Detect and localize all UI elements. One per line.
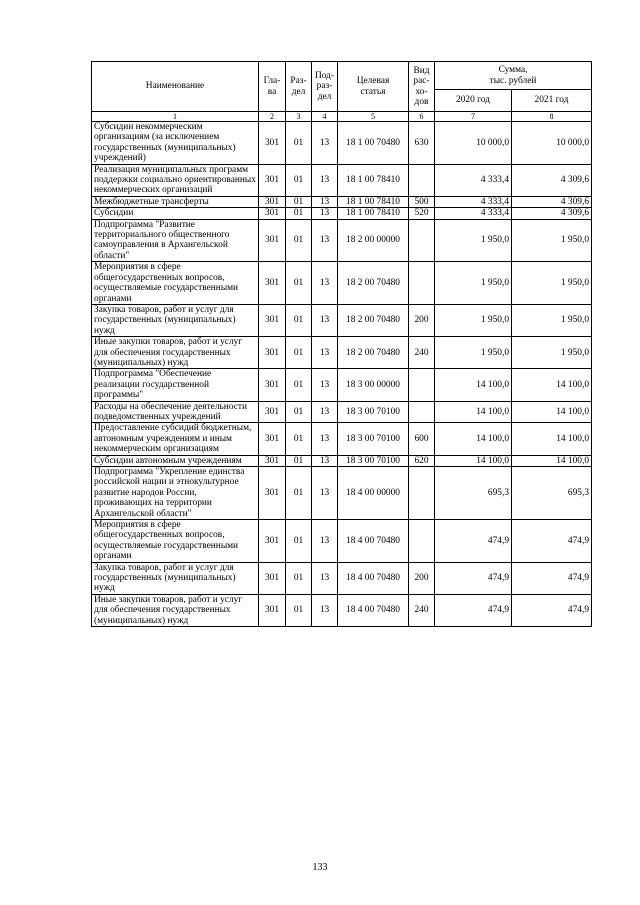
row-expense-type-cell xyxy=(409,520,435,563)
row-2021-cell: 1 950,0 xyxy=(512,304,592,336)
row-2020-cell: 1 950,0 xyxy=(435,304,512,336)
table-row xyxy=(92,164,592,196)
row-2020-cell: 4 333,4 xyxy=(435,196,512,207)
row-name-cell: Субсидии xyxy=(92,208,259,219)
row-subsection-cell: 13 xyxy=(312,467,338,520)
row-2020-cell: 474,9 xyxy=(435,562,512,594)
row-section-cell: 01 xyxy=(286,164,312,196)
row-name-cell: Мероприятия в сфере общегосударственных вопросов, осуществляемые государственными органами xyxy=(92,262,259,305)
row-2020-cell: 695,3 xyxy=(435,467,512,520)
row-section-cell: 01 xyxy=(286,467,312,520)
row-subsection-cell: 13 xyxy=(312,262,338,305)
row-2021-cell: 4 309,6 xyxy=(512,196,592,207)
row-2020-cell: 1 950,0 xyxy=(435,337,512,369)
row-2020-cell: 14 100,0 xyxy=(435,369,512,401)
row-chapter-cell: 301 xyxy=(259,594,286,626)
row-target-cell: 18 3 00 70100 xyxy=(338,423,409,455)
row-expense-type-cell xyxy=(409,467,435,520)
row-subsection-cell: 13 xyxy=(312,122,338,165)
row-target-cell: 18 4 00 70480 xyxy=(338,520,409,563)
header-expense-type-text: Вид рас- хо- дов xyxy=(413,65,430,107)
row-chapter-cell: 301 xyxy=(259,455,286,466)
row-target-cell: 18 1 00 78410 xyxy=(338,164,409,196)
row-chapter-cell: 301 xyxy=(259,196,286,207)
row-section-cell: 01 xyxy=(286,304,312,336)
row-subsection-cell: 13 xyxy=(312,196,338,207)
row-target-cell: 18 1 00 70480 xyxy=(338,122,409,165)
row-name-cell: Подпрограмма "Укрепление единства российской нации и этнокультурное развитие народов России, проживающих на территории Архангельской области" xyxy=(92,467,259,520)
row-target-cell: 18 2 00 70480 xyxy=(338,262,409,305)
row-name-cell: Субсидии автономным учреждениям xyxy=(92,455,259,466)
row-expense-type-cell xyxy=(409,164,435,196)
row-name-cell: Субсидии некоммерческим организациям (за исключением государственных (муниципальных) учреждений) xyxy=(92,122,259,165)
row-2020-cell: 1 950,0 xyxy=(435,219,512,262)
row-2021-cell: 695,3 xyxy=(512,467,592,520)
row-subsection-cell: 13 xyxy=(312,219,338,262)
row-target-cell: 18 2 00 70480 xyxy=(338,337,409,369)
table-row xyxy=(92,337,592,369)
row-chapter-cell: 301 xyxy=(259,467,286,520)
row-subsection-cell: 13 xyxy=(312,455,338,466)
column-number: 7 xyxy=(435,112,512,122)
table-row xyxy=(92,455,592,466)
row-2020-cell: 10 000,0 xyxy=(435,122,512,165)
row-expense-type-cell xyxy=(409,401,435,423)
table-row xyxy=(92,196,592,207)
row-section-cell: 01 xyxy=(286,219,312,262)
row-subsection-cell: 13 xyxy=(312,337,338,369)
header-chapter xyxy=(259,62,286,112)
row-2021-cell: 14 100,0 xyxy=(512,423,592,455)
header-sum xyxy=(435,62,592,90)
column-number: 3 xyxy=(286,112,312,122)
table-row xyxy=(92,423,592,455)
row-2021-cell: 4 309,6 xyxy=(512,208,592,219)
row-section-cell: 01 xyxy=(286,401,312,423)
row-expense-type-cell: 520 xyxy=(409,208,435,219)
row-section-cell: 01 xyxy=(286,122,312,165)
header-section xyxy=(286,62,312,112)
row-name-cell: Подпрограмма "Развитие территориального общественного самоуправления в Архангельской области" xyxy=(92,219,259,262)
row-expense-type-cell: 630 xyxy=(409,122,435,165)
row-name-cell: Реализация муниципальных программ поддержки социально ориентированных некоммерческих организаций xyxy=(92,164,259,196)
column-number: 6 xyxy=(409,112,435,122)
column-number: 4 xyxy=(312,112,338,122)
row-name-cell: Закупка товаров, работ и услуг для государственных (муниципальных) нужд xyxy=(92,562,259,594)
row-2021-cell: 14 100,0 xyxy=(512,401,592,423)
table-row xyxy=(92,562,592,594)
row-2020-cell: 1 950,0 xyxy=(435,262,512,305)
column-number-row xyxy=(92,112,592,122)
table-row xyxy=(92,219,592,262)
row-subsection-cell: 13 xyxy=(312,401,338,423)
column-number: 1 xyxy=(92,112,259,122)
row-subsection-cell: 13 xyxy=(312,369,338,401)
header-section-text: Раз- дел xyxy=(290,76,307,97)
header-subsection-text: Под- раз- дел xyxy=(314,70,335,102)
row-subsection-cell: 13 xyxy=(312,208,338,219)
row-section-cell: 01 xyxy=(286,594,312,626)
row-chapter-cell: 301 xyxy=(259,337,286,369)
row-target-cell: 18 2 00 70480 xyxy=(338,304,409,336)
budget-table xyxy=(91,61,592,627)
table-row xyxy=(92,262,592,305)
row-2021-cell: 474,9 xyxy=(512,594,592,626)
row-2020-cell: 474,9 xyxy=(435,594,512,626)
row-chapter-cell: 301 xyxy=(259,562,286,594)
row-section-cell: 01 xyxy=(286,455,312,466)
column-number: 2 xyxy=(259,112,286,122)
row-2021-cell: 14 100,0 xyxy=(512,455,592,466)
row-section-cell: 01 xyxy=(286,369,312,401)
row-chapter-cell: 301 xyxy=(259,262,286,305)
row-name-cell: Предоставление субсидий бюджетным, автономным учреждениям и иным некоммерческим организациям xyxy=(92,423,259,455)
row-2020-cell: 14 100,0 xyxy=(435,455,512,466)
row-expense-type-cell: 200 xyxy=(409,304,435,336)
row-chapter-cell: 301 xyxy=(259,164,286,196)
row-chapter-cell: 301 xyxy=(259,401,286,423)
row-chapter-cell: 301 xyxy=(259,122,286,165)
table-row xyxy=(92,467,592,520)
row-name-cell: Иные закупки товаров, работ и услуг для обеспечения государственных (муниципальных) нужд xyxy=(92,337,259,369)
page-number: 133 xyxy=(312,862,328,873)
row-section-cell: 01 xyxy=(286,337,312,369)
row-subsection-cell: 13 xyxy=(312,594,338,626)
row-2020-cell: 474,9 xyxy=(435,520,512,563)
row-subsection-cell: 13 xyxy=(312,164,338,196)
row-subsection-cell: 13 xyxy=(312,304,338,336)
table-row xyxy=(92,304,592,336)
row-section-cell: 01 xyxy=(286,562,312,594)
row-name-cell: Мероприятия в сфере общегосударственных вопросов, осуществляемые государственными органами xyxy=(92,520,259,563)
row-name-cell: Подпрограмма "Обеспечение реализации государственной программы" xyxy=(92,369,259,401)
row-target-cell: 18 2 00 00000 xyxy=(338,219,409,262)
table-row xyxy=(92,122,592,165)
row-section-cell: 01 xyxy=(286,208,312,219)
row-name-cell: Межбюджетные трансферты xyxy=(92,196,259,207)
row-2020-cell: 14 100,0 xyxy=(435,401,512,423)
header-year-2021: 2021 год xyxy=(512,90,592,112)
row-target-cell: 18 4 00 00000 xyxy=(338,467,409,520)
row-chapter-cell: 301 xyxy=(259,520,286,563)
table-row xyxy=(92,594,592,626)
row-expense-type-cell: 200 xyxy=(409,562,435,594)
column-number: 8 xyxy=(512,112,592,122)
row-chapter-cell: 301 xyxy=(259,423,286,455)
header-year-2020: 2020 год xyxy=(435,90,512,112)
row-2021-cell: 474,9 xyxy=(512,520,592,563)
row-subsection-cell: 13 xyxy=(312,423,338,455)
table-row xyxy=(92,208,592,219)
row-2020-cell: 4 333,4 xyxy=(435,164,512,196)
row-target-cell: 18 3 00 70100 xyxy=(338,455,409,466)
row-section-cell: 01 xyxy=(286,520,312,563)
row-expense-type-cell xyxy=(409,369,435,401)
row-name-cell: Расходы на обеспечение деятельности подведомственных учреждений xyxy=(92,401,259,423)
row-2021-cell: 14 100,0 xyxy=(512,369,592,401)
column-number: 5 xyxy=(338,112,409,122)
row-2021-cell: 4 309,6 xyxy=(512,164,592,196)
header-subsection xyxy=(312,62,338,112)
row-expense-type-cell: 500 xyxy=(409,196,435,207)
row-subsection-cell: 13 xyxy=(312,520,338,563)
table-row xyxy=(92,520,592,563)
header-name: Наименование xyxy=(92,62,259,112)
table-row xyxy=(92,369,592,401)
row-chapter-cell: 301 xyxy=(259,304,286,336)
row-2021-cell: 474,9 xyxy=(512,562,592,594)
row-target-cell: 18 4 00 70480 xyxy=(338,562,409,594)
row-expense-type-cell xyxy=(409,262,435,305)
row-2020-cell: 4 333,4 xyxy=(435,208,512,219)
row-2021-cell: 10 000,0 xyxy=(512,122,592,165)
row-expense-type-cell: 240 xyxy=(409,337,435,369)
row-target-cell: 18 3 00 70100 xyxy=(338,401,409,423)
row-target-cell: 18 3 00 00000 xyxy=(338,369,409,401)
row-2020-cell: 14 100,0 xyxy=(435,423,512,455)
row-section-cell: 01 xyxy=(286,262,312,305)
header-sum-text: Сумма, тыс. рублей xyxy=(489,65,537,86)
row-section-cell: 01 xyxy=(286,423,312,455)
row-chapter-cell: 301 xyxy=(259,219,286,262)
row-2021-cell: 1 950,0 xyxy=(512,219,592,262)
table-row xyxy=(92,401,592,423)
row-subsection-cell: 13 xyxy=(312,562,338,594)
row-target-cell: 18 4 00 70480 xyxy=(338,594,409,626)
header-target-text: Целевая статья xyxy=(356,76,390,97)
row-name-cell: Закупка товаров, работ и услуг для государственных (муниципальных) нужд xyxy=(92,304,259,336)
row-expense-type-cell xyxy=(409,219,435,262)
row-expense-type-cell: 240 xyxy=(409,594,435,626)
row-2021-cell: 1 950,0 xyxy=(512,337,592,369)
row-target-cell: 18 1 00 78410 xyxy=(338,208,409,219)
header-expense-type xyxy=(409,62,435,112)
row-name-cell: Иные закупки товаров, работ и услуг для обеспечения государственных (муниципальных) нужд xyxy=(92,594,259,626)
row-2021-cell: 1 950,0 xyxy=(512,262,592,305)
row-expense-type-cell: 620 xyxy=(409,455,435,466)
header-target xyxy=(338,62,409,112)
row-target-cell: 18 1 00 78410 xyxy=(338,196,409,207)
row-expense-type-cell: 600 xyxy=(409,423,435,455)
row-chapter-cell: 301 xyxy=(259,208,286,219)
row-chapter-cell: 301 xyxy=(259,369,286,401)
header-chapter-text: Гла- ва xyxy=(263,76,281,97)
row-section-cell: 01 xyxy=(286,196,312,207)
